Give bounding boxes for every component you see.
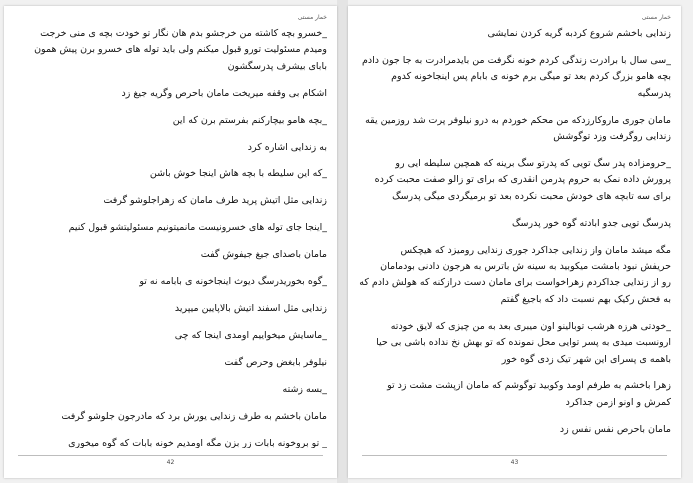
paragraph <box>14 166 327 182</box>
text-line: بچه هامو بزرگ کردم بعد تو میگی برم خونه ی بابام پس اینجاخونه کدوم <box>391 71 671 83</box>
running-header: خمار مستی <box>641 14 671 21</box>
text-line: _خسرو بچه کاشته من خرجشو بدم هان نگار تو خودت بچه ی منی خرجت <box>40 28 327 39</box>
text-line: پدرسگیه <box>637 87 671 99</box>
text-line: مامان باحرص نفس نفس زد <box>559 423 671 435</box>
text-line: مامان باصدای جیغ جیفوش گفت <box>200 249 327 261</box>
text-line: پدرسگ تویی جدو ابادته گوه خور پدرسگ <box>512 217 671 229</box>
paragraph <box>14 382 327 398</box>
text-line: برای سه تابچه های خودش محبت نکرده بعد تو برمیگردی میگی پدرسگ <box>392 190 671 202</box>
text-line: زندایی مثل اسفند اتیش بالاپایین میپرید <box>174 302 327 314</box>
text-line: مامان جوری ماروکارزدکه من محکم خوردم به درو نیلوفر پرت شد روزمین یقه <box>365 114 671 126</box>
paragraph <box>358 422 671 438</box>
text-line: زندایی روگرفت وزد توگوشش <box>553 131 671 143</box>
paragraph <box>358 243 671 309</box>
page-text <box>358 26 671 448</box>
paragraph <box>14 220 327 236</box>
paragraph <box>14 26 327 75</box>
paragraph <box>14 355 327 371</box>
text-line: ارونسبت میدی به پسر توایی محل نمونده که تو بهش نخ نداده باشی بی حیا <box>376 337 671 349</box>
paragraph <box>14 436 327 449</box>
text-line: _ماسایش میخواییم اومدی اینجا که چی <box>174 329 327 341</box>
paragraph <box>358 378 671 411</box>
text-line: _گوه بخوریدرسگ دیوث اینجاخونه ی بابامه نه تو <box>139 276 327 288</box>
paragraph <box>14 113 327 129</box>
text-line: مگه میشد مامان واز زندایی جداکرد جوری زندایی رومیزد که هیچکس <box>400 244 671 256</box>
text-line: باهمه ی پسرای این شهر تیک زدی گوه خور <box>501 353 671 365</box>
paragraph <box>14 409 327 425</box>
text-line: حریفش نبود بامشت میکوبید به سینه ش باترس به هرجون دادنی بودمامان <box>380 260 671 272</box>
text-line: زندایی باخشم شروع کردبه گریه کردن نمایشی <box>487 28 671 39</box>
paragraph <box>358 26 671 42</box>
page-left <box>4 6 337 478</box>
paragraph <box>14 301 327 317</box>
footer-rule <box>362 455 667 456</box>
text-line: بابای بیشرف پدرسگشون <box>227 60 327 72</box>
page-text <box>14 26 327 448</box>
text-line: _خودتی هرزه هرشب توبالینو اون میبری بعد به من چیزی که لایق خودته <box>390 320 671 332</box>
text-line: _بچه هامو بیچارکنم بفرستم برن که این <box>172 114 327 126</box>
text-line: ومیدم مسئولیت تورو قبول میکنم ولی باید توله های خسرو برن پیش همون <box>34 44 327 56</box>
paragraph <box>358 53 671 102</box>
text-line: اشکام بی وقفه میریخت مامان باحرص وگریه جیغ زد <box>121 87 327 99</box>
page-right <box>348 6 681 478</box>
paragraph <box>358 113 671 146</box>
paragraph <box>14 193 327 209</box>
text-line: _بسه زشته <box>282 383 327 395</box>
page-number: 42 <box>166 459 175 466</box>
text-line: مامان باخشم به طرف زندایی یورش برد که مادرجون جلوشو گرفت <box>61 410 327 422</box>
text-line: _که این سلیطه با بچه هاش اینجا خوش باشن <box>149 168 327 180</box>
paragraph <box>14 328 327 344</box>
text-line: _ تو بروخونه بابات زر بزن مگه اومدیم خونه بابات که گوه میخوری <box>68 437 327 448</box>
text-line: نیلوفر بابغض وحرص گفت <box>224 356 327 368</box>
paragraph <box>14 86 327 102</box>
paragraph <box>358 156 671 205</box>
running-header: خمار مستی <box>297 14 327 21</box>
text-line: زهرا باخشم به طرفم اومد وکوبید توگوشم که مامان ازپشت مشت زد تو <box>387 380 671 392</box>
page-gutter <box>337 0 348 483</box>
paragraph <box>358 319 671 368</box>
footer-rule <box>18 455 323 456</box>
page-number: 43 <box>510 459 519 466</box>
text-line: به زندایی اشاره کرد <box>247 141 327 153</box>
paragraph <box>14 274 327 290</box>
text-line: به فحش رکیک بهم نسبت داد که باجیغ گفتم <box>500 293 671 305</box>
text-line: رو از زندایی جداکردم زهراخواست برای مامان دست درازکنه که هولش دادم که <box>359 277 671 289</box>
paragraph <box>14 140 327 156</box>
paragraph <box>14 247 327 263</box>
paragraph <box>358 216 671 232</box>
text-line: کمرش و اونو ازمن جداکرد <box>565 396 671 408</box>
text-line: زندایی مثل اتیش پرید طرف مامان که زهراجلوشو گرفت <box>103 195 327 207</box>
text-line: _اینجا جای توله های خسرونیست مانمیتونیم مسئولیتشو قبول کنیم <box>68 222 327 234</box>
text-line: پرورش داده نمک به حروم پدرمن انقدری که برای تو زالو صفت محبت کرده <box>374 174 671 186</box>
text-line: _حرومزاده پدر سگ تویی که پدرتو سگ برینه که همچین سلیطه ایی رو <box>395 157 671 169</box>
text-line: _سی سال با برادرت زندگی کردم خونه نگرفت من بایدمرادرت به جا جون دادم <box>362 54 671 66</box>
